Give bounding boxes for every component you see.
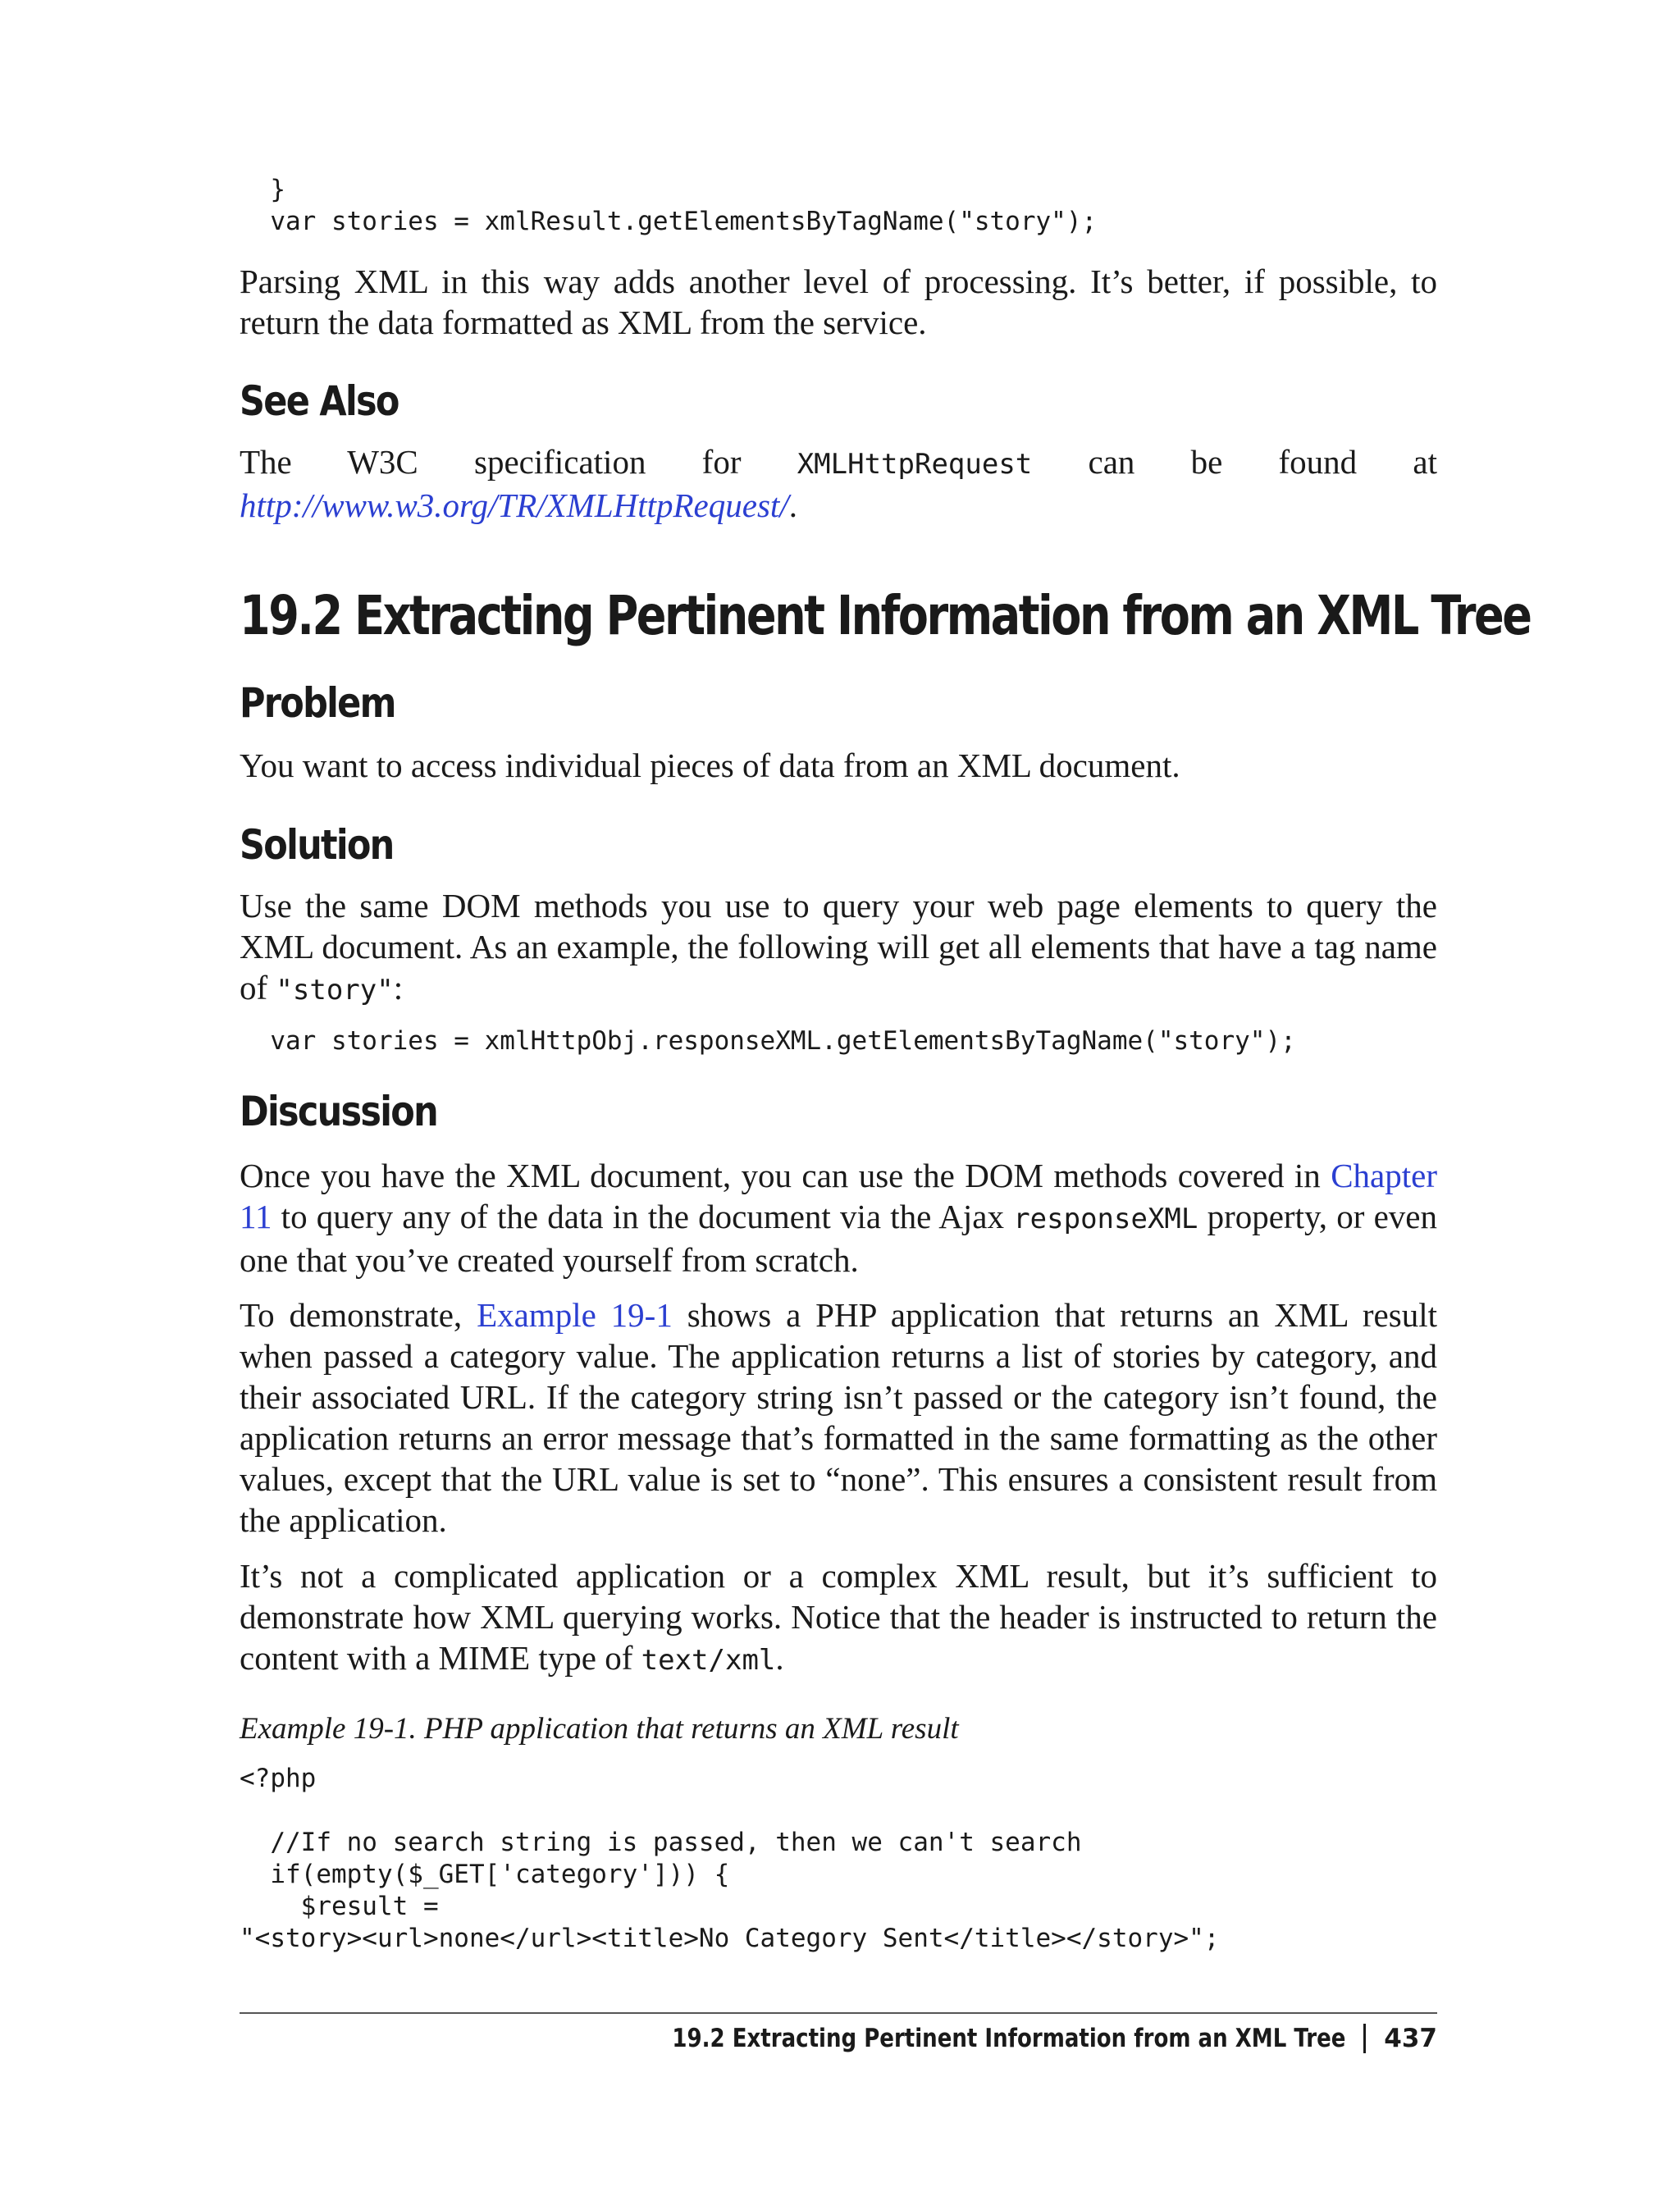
discussion-p3-text-2: . [775,1639,784,1677]
footer-title: 19.2 Extracting Pertinent Information from an XML Tree [672,2024,1346,2053]
discussion-p1-text-2: to query any of the data in the document via the Ajax [272,1198,1014,1235]
discussion-inline-code: responseXML [1013,1203,1198,1235]
see-also-text-1: The W3C specification for [240,443,797,481]
footer-separator [1363,2024,1366,2053]
solution-text-2: : [393,969,404,1007]
paragraph-problem: You want to access individual pieces of data from an XML document. [240,746,1180,784]
mime-type-code: text/xml [641,1644,776,1677]
see-also-text-2: can be found at [1032,443,1437,481]
paragraph-see-also [240,441,1437,526]
discussion-p1-text-1: Once you have the XML document, you can use the DOM methods covered in [240,1157,1331,1194]
discussion-p3-text-1: It’s not a complicated application or a complex XML result, but it’s sufficient to demonstrate how XML querying works. Notice that the header is instructed to return the content with a MIME type of [240,1557,1437,1677]
example-caption: Example 19-1. PHP application that returns an XML result [240,1712,959,1746]
discussion-p1-text-3: property, or even one that you’ve created yourself from scratch. [240,1198,1437,1279]
heading-see-also: See Also [240,377,399,425]
code-snippet-top: } var stories = xmlResult.getElementsByTagName("story"); [270,175,1098,236]
paragraph-discussion-2 [240,1294,1437,1541]
see-also-text-3: . [788,486,797,524]
footer-rule [240,2012,1437,2014]
solution-inline-code: "story" [276,974,394,1007]
solution-text-1: Use the same DOM methods you use to query your web page elements to query the XML document. As an example, the following will get all elements that have a tag name of [240,887,1437,1007]
page-footer [544,2018,1437,2059]
paragraph-discussion-1 [240,1155,1437,1281]
paragraph-solution [240,885,1437,1011]
discussion-p2-text-1: To demonstrate, [240,1296,477,1334]
code-example-php: <?php //If no search string is passed, then we can't search if(empty($_GET['category'])) { $result = "<story><url>none</url><title>No Category Sent</title></story>"; [240,1764,1220,1953]
w3c-spec-link[interactable]: http://www.w3.org/TR/XMLHttpRequest/ [240,486,789,524]
example-19-1-link[interactable]: Example 19-1 [477,1296,673,1334]
paragraph-discussion-3 [240,1555,1437,1681]
chapter-heading: 19.2 Extracting Pertinent Information from an XML Tree [240,584,1531,647]
see-also-code: XMLHttpRequest [797,448,1033,481]
code-snippet-solution: var stories = xmlHttpObj.responseXML.getElementsByTagName("story"); [240,1026,1296,1056]
page-number: 437 [1384,2024,1437,2053]
heading-problem: Problem [240,679,395,727]
heading-discussion: Discussion [240,1088,438,1135]
paragraph-parsing: Parsing XML in this way adds another level of processing. It’s better, if possible, to return the data formatted as XML from the service. [240,262,1437,341]
heading-solution: Solution [240,821,394,869]
discussion-p2-text-2: shows a PHP application that returns an XML result when passed a category value. The application returns a list of stories by category, and their associated URL. If the category string isn’t passed or the category isn’t found, the application returns an error message that’s formatted in the same formatting as the other values, except that the URL value is set to “none”. This ensures a consistent result from the application. [240,1296,1437,1539]
chapter-11-link[interactable]: Chapter 11 [240,1157,1437,1235]
